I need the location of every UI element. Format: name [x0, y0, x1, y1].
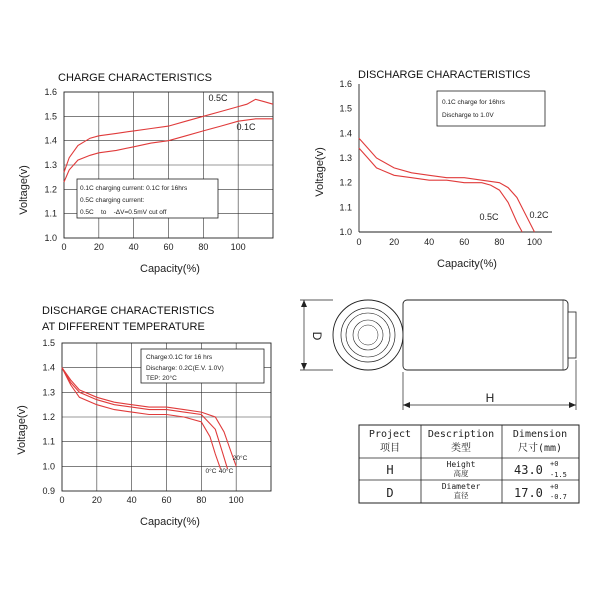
y-tick-label: 1.3: [42, 387, 55, 398]
x-tick-label: 100: [228, 495, 244, 505]
y-tick-label: 1.5: [44, 111, 57, 122]
spec-table: [359, 425, 579, 503]
y-tick-label: 1.2: [339, 177, 352, 188]
x-axis-label: Capacity(%): [437, 258, 497, 270]
x-tick-label: 40: [126, 495, 137, 505]
x-tick-label: 100: [230, 242, 246, 252]
x-tick-label: 40: [128, 242, 139, 252]
x-tick-label: 100: [526, 237, 542, 247]
charge-chart: [18, 72, 273, 275]
chart-title: CHARGE CHARACTERISTICS: [58, 72, 213, 84]
y-tick-label: 1.0: [339, 227, 352, 237]
series-label: 0.2C: [529, 210, 549, 220]
series-label: 0.5C: [479, 212, 499, 222]
y-tick-label: 0.9: [42, 486, 55, 496]
diameter-label: D: [310, 331, 324, 341]
y-tick-label: 1.1: [339, 202, 352, 213]
series-label: 0.1C: [236, 122, 256, 132]
note-line: Discharge to 1.0V: [442, 112, 494, 119]
x-tick-label: 80: [494, 237, 505, 247]
y-tick-label: 1.5: [42, 338, 55, 348]
x-axis-label: Capacity(%): [140, 263, 200, 275]
chart-subtitle: AT DIFFERENT TEMPERATURE: [42, 321, 205, 333]
x-tick-label: 80: [196, 495, 207, 505]
discharge-chart: [314, 69, 552, 270]
x-tick-label: 0: [356, 237, 362, 247]
note-line: 0.1C charge for 16hrs: [442, 99, 505, 106]
series-label: 20°C: [232, 455, 248, 462]
table-header: 类型: [451, 443, 471, 454]
y-tick-label: 1.0: [42, 461, 55, 472]
battery-body: [403, 300, 568, 370]
dimension-arrow: [301, 363, 307, 370]
dimension-arrow: [569, 402, 576, 408]
y-tick-label: 1.4: [339, 128, 352, 139]
table-header: 项目: [380, 443, 400, 454]
series-label: 0°C: [205, 468, 217, 475]
table-cell: -1.5: [550, 471, 567, 479]
y-tick-label: 1.2: [44, 184, 57, 195]
table-header: 尺寸(mm): [517, 443, 563, 454]
y-axis-label: Voltage(v): [18, 165, 30, 215]
note-line: 0.1C charging current: 0.1C for 16hrs: [80, 185, 188, 192]
note-line: TEP: 20°C: [146, 375, 177, 382]
tick-labels: [44, 87, 245, 252]
y-tick-label: 1.3: [339, 153, 352, 163]
x-axis-label: Capacity(%): [140, 516, 200, 528]
chart-title: DISCHARGE CHARACTERISTICS: [42, 305, 215, 317]
y-axis-label: Voltage(v): [314, 147, 326, 197]
y-tick-label: 1.2: [42, 412, 55, 422]
table-cell: Diameter: [441, 482, 481, 491]
height-label: H: [485, 391, 495, 405]
table-cell: +0: [550, 460, 559, 468]
table-cell: 直径: [453, 491, 469, 500]
y-tick-label: 1.6: [339, 79, 352, 89]
x-tick-label: 80: [198, 242, 209, 252]
dimension-arrow: [403, 402, 410, 408]
y-axis-label: Voltage(v): [16, 405, 28, 455]
table-header: Project: [368, 429, 412, 440]
y-tick-label: 1.4: [44, 135, 57, 146]
battery-end-outer: [333, 300, 403, 370]
temperature-chart: [16, 305, 271, 528]
table-cell: H: [386, 463, 394, 477]
x-tick-label: 0: [61, 242, 67, 252]
y-tick-label: 1.4: [42, 362, 55, 373]
battery-cap: [568, 312, 576, 358]
table-cell: +0: [550, 483, 559, 491]
note-line: 0.5C charging current:: [80, 197, 145, 204]
x-tick-label: 20: [389, 237, 400, 247]
y-tick-label: 1.5: [339, 103, 352, 114]
note-line: Discharge: 0.2C(E.V. 1.0V): [146, 365, 224, 372]
note-line: Charge:0.1C for 16 hrs: [146, 354, 213, 361]
y-tick-label: 1.1: [44, 208, 57, 219]
y-tick-label: 1.0: [44, 233, 57, 243]
x-tick-label: 20: [93, 242, 104, 252]
x-tick-label: 20: [91, 495, 102, 505]
dimension-arrow: [301, 300, 307, 307]
x-tick-label: 40: [424, 237, 435, 247]
y-tick-label: 1.3: [44, 160, 57, 170]
y-tick-label: 1.6: [44, 87, 57, 97]
table-header: Dimension: [512, 429, 568, 440]
x-tick-label: 60: [163, 242, 174, 252]
x-tick-label: 60: [161, 495, 172, 505]
x-tick-label: 60: [459, 237, 470, 247]
series-label: 40°C: [218, 468, 234, 475]
notes-box: [437, 91, 545, 126]
table-cell: D: [386, 486, 394, 500]
table-cell: 高度: [453, 469, 469, 478]
battery-diagram: [300, 300, 576, 410]
table-header: Description: [427, 429, 495, 440]
series-label: 0.5C: [208, 93, 228, 103]
table-cell: Height: [446, 460, 476, 469]
chart-title: DISCHARGE CHARACTERISTICS: [358, 69, 531, 81]
table-cell: 17.0: [514, 486, 543, 500]
series-line: [359, 138, 535, 232]
y-tick-label: 1.1: [42, 436, 55, 447]
note-line: 0.5C to -ΔV=0.5mV cut off: [80, 209, 167, 216]
table-cell: -0.7: [550, 493, 567, 501]
table-cell: 43.0: [514, 463, 543, 477]
series-lines: [359, 138, 535, 232]
x-tick-label: 0: [59, 495, 65, 505]
